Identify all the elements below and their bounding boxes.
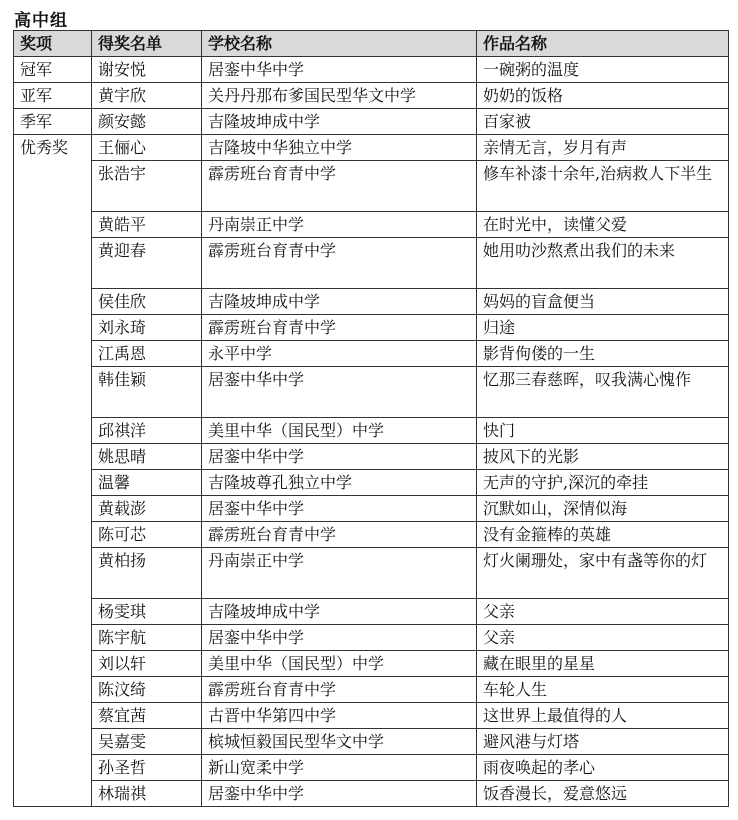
table-row [14, 677, 729, 703]
header-work: 作品名称 [477, 31, 729, 57]
school-name-cell: 霹雳班台育青中学 [202, 161, 477, 212]
table-row [14, 289, 729, 315]
award-cell: 季军 [14, 109, 92, 135]
school-name-cell: 吉隆坡坤成中学 [202, 289, 477, 315]
school-name-cell: 居銮中华中学 [202, 367, 477, 418]
header-award: 奖项 [14, 31, 92, 57]
section-title: 高中组 [14, 11, 68, 31]
winner-name-cell: 王俪心 [92, 135, 202, 161]
work-title-cell: 奶奶的饭格 [477, 83, 729, 109]
table-body [14, 57, 729, 807]
table-row [14, 212, 729, 238]
winner-name-cell: 侯佳欣 [92, 289, 202, 315]
work-title-cell: 影背佝偻的一生 [477, 341, 729, 367]
table-row [14, 238, 729, 289]
winner-name-cell: 张浩宇 [92, 161, 202, 212]
school-name-cell: 吉隆坡中华独立中学 [202, 135, 477, 161]
winner-name-cell: 温馨 [92, 470, 202, 496]
work-title-cell: 雨夜唤起的孝心 [477, 755, 729, 781]
winner-name-cell: 刘永琦 [92, 315, 202, 341]
winner-name-cell: 黄柏扬 [92, 548, 202, 599]
school-name-cell: 居銮中华中学 [202, 57, 477, 83]
school-name-cell: 霹雳班台育青中学 [202, 315, 477, 341]
winner-name-cell: 陈可芯 [92, 522, 202, 548]
winner-name-cell: 姚思晴 [92, 444, 202, 470]
work-title-cell: 她用叻沙熬煮出我们的未来 [477, 238, 729, 289]
winner-name-cell: 陈汶绮 [92, 677, 202, 703]
table-row [14, 496, 729, 522]
table-header-row [14, 31, 729, 57]
winner-name-cell: 蔡宜茜 [92, 703, 202, 729]
winner-name-cell: 孙圣哲 [92, 755, 202, 781]
table-row [14, 341, 729, 367]
work-title-cell: 修车补漆十余年,治病救人下半生 [477, 161, 729, 212]
work-title-cell: 忆那三春慈晖，叹我满心愧作 [477, 367, 729, 418]
work-title-cell: 归途 [477, 315, 729, 341]
winner-name-cell: 谢安悦 [92, 57, 202, 83]
winner-name-cell: 黄皓平 [92, 212, 202, 238]
school-name-cell: 居銮中华中学 [202, 781, 477, 807]
table-row [14, 651, 729, 677]
winner-name-cell: 黄宇欣 [92, 83, 202, 109]
school-name-cell: 永平中学 [202, 341, 477, 367]
school-name-cell: 古晋中华第四中学 [202, 703, 477, 729]
table-row [14, 418, 729, 444]
work-title-cell: 灯火阑珊处，家中有盏等你的灯 [477, 548, 729, 599]
header-school: 学校名称 [202, 31, 477, 57]
winner-name-cell: 吴嘉雯 [92, 729, 202, 755]
school-name-cell: 霹雳班台育青中学 [202, 522, 477, 548]
winner-name-cell: 江禹恩 [92, 341, 202, 367]
table-row [14, 57, 729, 83]
work-title-cell: 百家被 [477, 109, 729, 135]
work-title-cell: 一碗粥的温度 [477, 57, 729, 83]
school-name-cell: 居銮中华中学 [202, 625, 477, 651]
table-row [14, 729, 729, 755]
school-name-cell: 吉隆坡坤成中学 [202, 109, 477, 135]
table-row [14, 444, 729, 470]
work-title-cell: 沉默如山，深情似海 [477, 496, 729, 522]
table-row [14, 625, 729, 651]
school-name-cell: 槟城恒毅国民型华文中学 [202, 729, 477, 755]
award-cell: 优秀奖 [14, 135, 92, 807]
work-title-cell: 亲情无言，岁月有声 [477, 135, 729, 161]
school-name-cell: 新山宽柔中学 [202, 755, 477, 781]
school-name-cell: 居銮中华中学 [202, 444, 477, 470]
table-row [14, 703, 729, 729]
school-name-cell: 吉隆坡尊孔独立中学 [202, 470, 477, 496]
header-name: 得奖名单 [92, 31, 202, 57]
winner-name-cell: 颜安懿 [92, 109, 202, 135]
work-title-cell: 车轮人生 [477, 677, 729, 703]
school-name-cell: 霹雳班台育青中学 [202, 677, 477, 703]
table-row [14, 781, 729, 807]
school-name-cell: 美里中华（国民型）中学 [202, 418, 477, 444]
table-row [14, 470, 729, 496]
award-table [13, 30, 729, 807]
table-row [14, 315, 729, 341]
school-name-cell: 丹南崇正中学 [202, 212, 477, 238]
work-title-cell: 快门 [477, 418, 729, 444]
winner-name-cell: 陈宇航 [92, 625, 202, 651]
work-title-cell: 这世界上最值得的人 [477, 703, 729, 729]
winner-name-cell: 黄载澎 [92, 496, 202, 522]
winner-name-cell: 韩佳颖 [92, 367, 202, 418]
table-row [14, 135, 729, 161]
work-title-cell: 避风港与灯塔 [477, 729, 729, 755]
table-row [14, 548, 729, 599]
work-title-cell: 无声的守护,深沉的牵挂 [477, 470, 729, 496]
winner-name-cell: 林瑞祺 [92, 781, 202, 807]
school-name-cell: 吉隆坡坤成中学 [202, 599, 477, 625]
work-title-cell: 在时光中，读懂父爱 [477, 212, 729, 238]
table-row [14, 161, 729, 212]
school-name-cell: 美里中华（国民型）中学 [202, 651, 477, 677]
winner-name-cell: 黄迎春 [92, 238, 202, 289]
school-name-cell: 关丹丹那布爹国民型华文中学 [202, 83, 477, 109]
work-title-cell: 藏在眼里的星星 [477, 651, 729, 677]
work-title-cell: 父亲 [477, 599, 729, 625]
award-cell: 冠军 [14, 57, 92, 83]
winner-name-cell: 杨雯琪 [92, 599, 202, 625]
winner-name-cell: 刘以轩 [92, 651, 202, 677]
school-name-cell: 霹雳班台育青中学 [202, 238, 477, 289]
award-cell: 亚军 [14, 83, 92, 109]
table-row [14, 367, 729, 418]
work-title-cell: 没有金箍棒的英雄 [477, 522, 729, 548]
school-name-cell: 丹南崇正中学 [202, 548, 477, 599]
school-name-cell: 居銮中华中学 [202, 496, 477, 522]
table-row [14, 755, 729, 781]
table-row [14, 109, 729, 135]
table-row [14, 522, 729, 548]
winner-name-cell: 邱祺洋 [92, 418, 202, 444]
work-title-cell: 父亲 [477, 625, 729, 651]
table-row [14, 83, 729, 109]
table-row [14, 599, 729, 625]
work-title-cell: 饭香漫长，爱意悠远 [477, 781, 729, 807]
work-title-cell: 妈妈的盲盒便当 [477, 289, 729, 315]
work-title-cell: 披风下的光影 [477, 444, 729, 470]
